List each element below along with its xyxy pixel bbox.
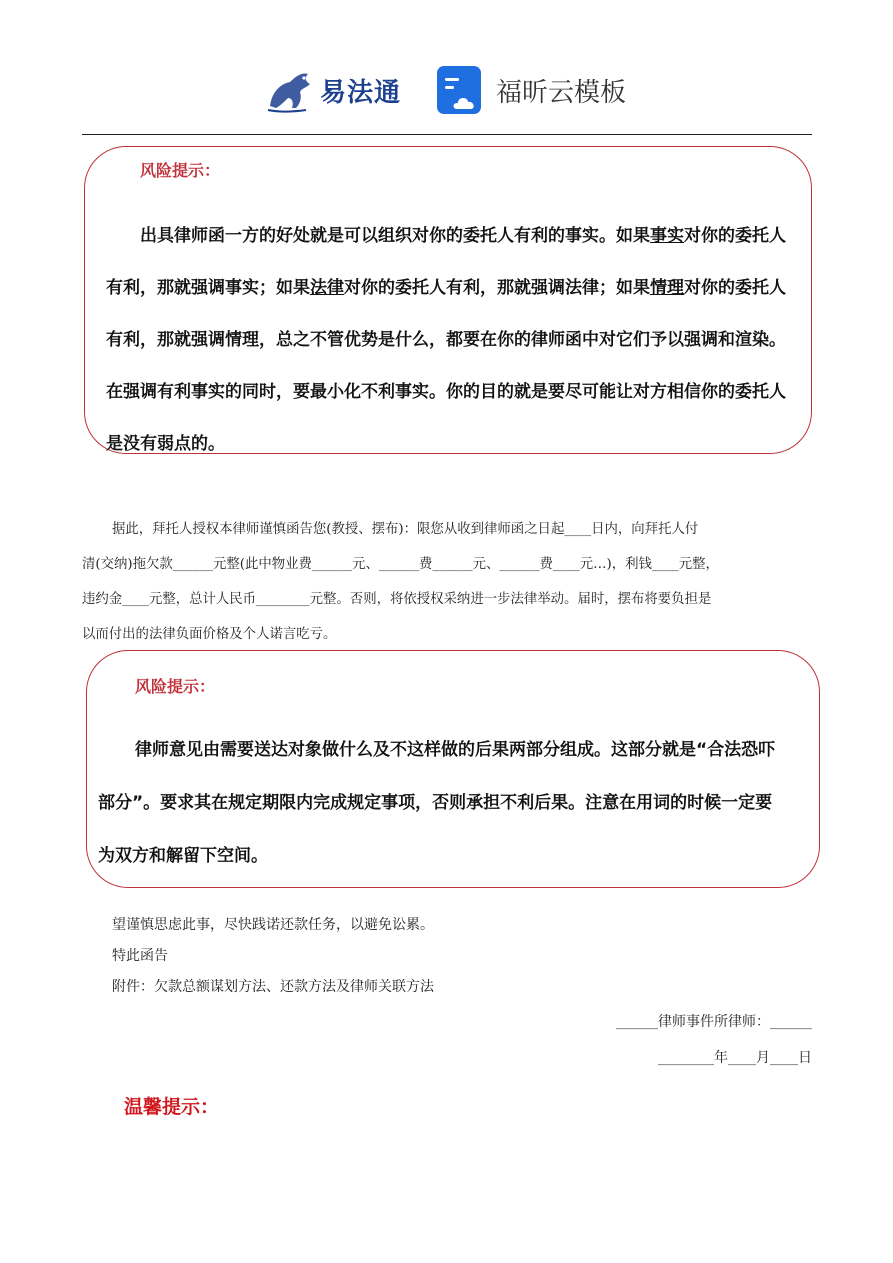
risk-body-1 bbox=[106, 210, 786, 470]
warm-tip-title: 温馨提示： bbox=[124, 1096, 220, 1118]
qilin-icon bbox=[262, 62, 318, 118]
foxit-cloud-icon bbox=[437, 66, 485, 116]
body1-line3: 违约金____元整，总计人民币________元整。否则，将依授权采纳进一步法律举动。届时，摆布将要负担是 bbox=[82, 592, 712, 607]
risk1-line2: 有利，那就强调事实；如果法律对你的委托人有利，那就强调法律；如果情理对你的委托人 bbox=[106, 278, 786, 298]
header-divider bbox=[82, 134, 812, 135]
body1-line1: 据此，拜托人授权本律师谨慎函告您(教授、摆布)：限您从收到律师函之日起____日内，向拜托人付 bbox=[112, 522, 699, 537]
yifatong-logo bbox=[262, 62, 412, 118]
date-line: ________年____月____日 bbox=[658, 1050, 812, 1066]
risk1-line5: 是没有弱点的。 bbox=[106, 434, 225, 454]
risk-body-2 bbox=[98, 724, 775, 883]
signature-block bbox=[412, 1004, 812, 1076]
body-paragraph-2 bbox=[112, 910, 434, 1003]
body-paragraph-1 bbox=[82, 512, 719, 652]
body1-line2: 清(交纳)拖欠款______元整(此中物业费______元、______费______元、______费____元…)，利钱____元整， bbox=[82, 557, 719, 572]
logo1-text: 易法通 bbox=[320, 78, 402, 108]
body2-line2: 特此函告 bbox=[112, 948, 168, 964]
risk1-line4: 在强调有利事实的同时，要最小化不利事实。你的目的就是要尽可能让对方相信你的委托人 bbox=[106, 382, 786, 402]
risk2-line1: 律师意见由需要送达对象做什么及不这样做的后果两部分组成。这部分就是“合法恐吓 bbox=[135, 740, 776, 760]
body2-line3: 附件：欠款总额谋划方法、还款方法及律师关联方法 bbox=[112, 979, 434, 995]
risk2-line3: 为双方和解留下空间。 bbox=[98, 846, 268, 866]
body1-line4: 以而付出的法律负面价格及个人诺言吃亏。 bbox=[82, 627, 337, 642]
risk2-line2: 部分”。要求其在规定期限内完成规定事项，否则承担不利后果。注意在用词的时候一定要 bbox=[98, 793, 773, 813]
signature-line: ______律师事件所律师：______ bbox=[616, 1014, 812, 1030]
risk1-line3: 有利，那就强调情理，总之不管优势是什么，都要在你的律师函中对它们予以强调和渲染。 bbox=[106, 330, 786, 350]
risk-title-2: 风险提示： bbox=[135, 677, 216, 696]
risk1-line1: 出具律师函一方的好处就是可以组织对你的委托人有利的事实。如果事实对你的委托人 bbox=[140, 226, 786, 246]
body2-line1: 望谨慎思虑此事，尽快践诺还款任务，以避免讼累。 bbox=[112, 917, 434, 933]
logo2-text: 福昕云模板 bbox=[496, 78, 627, 108]
header bbox=[0, 58, 893, 122]
risk-title-1: 风险提示： bbox=[140, 161, 221, 180]
